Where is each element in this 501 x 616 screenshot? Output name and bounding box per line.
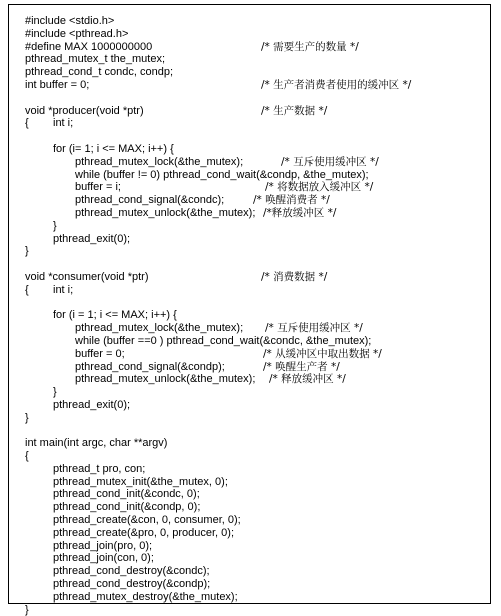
code-text: pthread_cond_init(&condc, 0); — [53, 488, 200, 501]
code-text: buffer = i; — [75, 181, 121, 194]
code-text: buffer = 0; — [75, 347, 125, 360]
code-text: pthread_mutex_init(&the_mutex, 0); — [53, 475, 228, 488]
code-text: void *producer(void *ptr) — [25, 104, 144, 117]
code-comment: /*释放缓冲区 */ — [263, 206, 337, 219]
code-text: } — [53, 386, 57, 399]
code-text: pthread_mutex_unlock(&the_mutex); — [75, 206, 256, 219]
code-text: } — [53, 219, 57, 232]
code-text: pthread_cond_destroy(&condc); — [53, 565, 210, 578]
code-listing-frame — [8, 4, 491, 616]
code-comment: /* 唤醒生产者 */ — [263, 360, 340, 373]
code-text: pthread_mutex_unlock(&the_mutex); — [75, 373, 256, 386]
code-text: #define MAX 1000000000 — [25, 40, 153, 53]
code-text: while (buffer != 0) pthread_cond_wait(&condp, &the_mutex); — [75, 168, 369, 181]
code-text: pthread_mutex_destroy(&the_mutex); — [53, 590, 238, 603]
code-text: pthread_join(con, 0); — [53, 552, 154, 565]
code-comment: /* 从缓冲区中取出数据 */ — [263, 347, 382, 360]
code-text: int i; — [53, 117, 74, 130]
code-text: int buffer = 0; — [25, 78, 90, 91]
code-text: pthread_cond_signal(&condp); — [75, 360, 225, 373]
code-comment: /* 将数据放入缓冲区 */ — [265, 181, 374, 194]
code-text: #include <pthread.h> — [25, 27, 129, 40]
code-text: int main(int argc, char **argv) — [25, 437, 168, 450]
code-text: for (i= 1; i <= MAX; i++) { — [53, 142, 174, 155]
code-text: pthread_t pro, con; — [53, 462, 146, 475]
code-text: { — [25, 117, 29, 130]
code-text: pthread_join(pro, 0); — [53, 539, 153, 552]
code-text: pthread_create(&pro, 0, producer, 0); — [53, 526, 234, 539]
code-text: pthread_create(&con, 0, consumer, 0); — [53, 514, 241, 527]
code-text: } — [25, 245, 29, 258]
code-text: { — [25, 450, 29, 463]
code-text: #include <stdio.h> — [25, 15, 115, 27]
code-text: pthread_cond_t condc, condp; — [25, 66, 174, 79]
code-comment: /* 消费数据 */ — [261, 270, 328, 283]
code-text: for (i = 1; i <= MAX; i++) { — [53, 309, 177, 322]
code-text: pthread_cond_destroy(&condp); — [53, 578, 211, 591]
code-comment: /* 互斥使用缓冲区 */ — [281, 155, 379, 168]
code-text: while (buffer ==0 ) pthread_cond_wait(&condc, &the_mutex); — [75, 334, 372, 347]
code-text: pthread_exit(0); — [53, 232, 131, 245]
code-comment: /* 生产者消费者使用的缓冲区 */ — [261, 78, 412, 91]
code-text: pthread_mutex_lock(&the_mutex); — [75, 155, 244, 168]
code-comment: /* 需要生产的数量 */ — [261, 40, 359, 53]
code-comment: /* 唤醒消费者 */ — [253, 194, 330, 207]
code-text: pthread_cond_signal(&condc); — [75, 194, 225, 207]
code-text: pthread_mutex_t the_mutex; — [25, 53, 166, 66]
code-comment: /* 互斥使用缓冲区 */ — [265, 322, 363, 335]
code-text: pthread_exit(0); — [53, 398, 131, 411]
code-comment: /* 生产数据 */ — [261, 104, 328, 117]
code-text: int i; — [53, 283, 74, 296]
code-text: } — [25, 411, 29, 424]
code-text: void *consumer(void *ptr) — [25, 270, 149, 283]
code-text: pthread_mutex_lock(&the_mutex); — [75, 322, 244, 335]
code-text: pthread_cond_init(&condp, 0); — [53, 501, 201, 514]
code-text: { — [25, 283, 29, 296]
code-comment: /* 释放缓冲区 */ — [269, 373, 346, 386]
code-text: } — [25, 603, 29, 616]
